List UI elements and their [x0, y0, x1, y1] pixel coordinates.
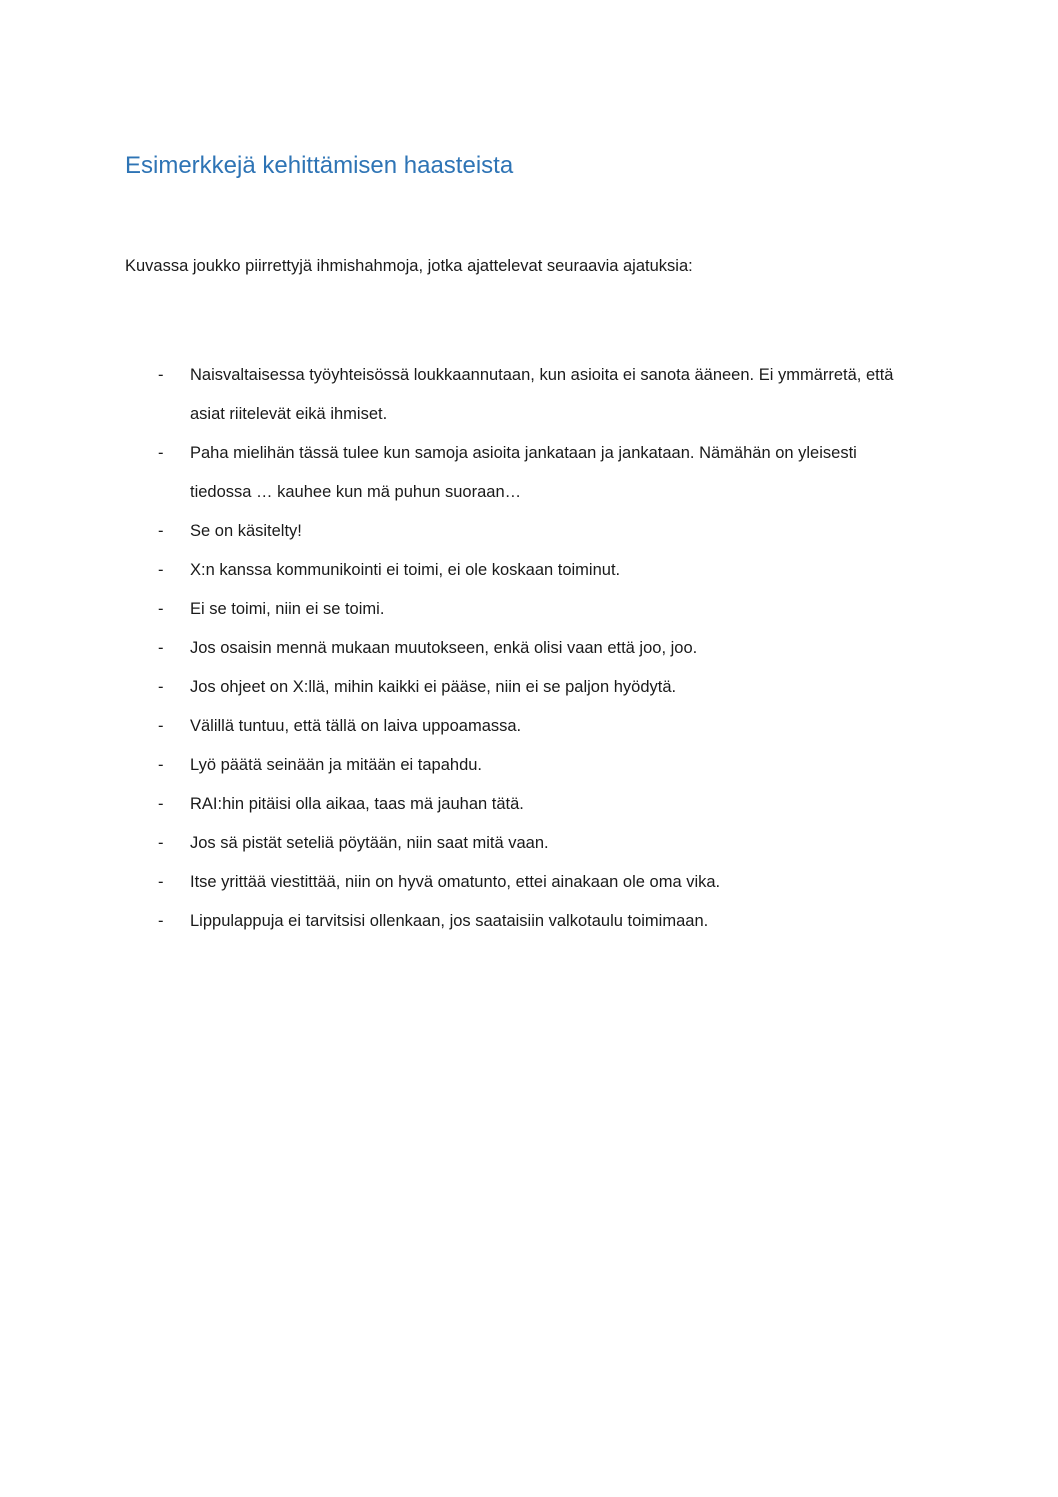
intro-paragraph: Kuvassa joukko piirrettyjä ihmishahmoja, jotka ajattelevat seuraavia ajatuksia: — [125, 257, 693, 275]
bullet-dash: - — [158, 600, 164, 618]
quote-text: Lippulappuja ei tarvitsisi ollenkaan, jos saataisiin valkotaulu toimimaan. — [190, 912, 709, 930]
list-item — [158, 551, 918, 590]
bullet-dash: - — [158, 678, 164, 696]
list-item — [158, 902, 918, 941]
quote-text: X:n kanssa kommunikointi ei toimi, ei ole koskaan toiminut. — [190, 561, 621, 579]
quote-text: Jos sä pistät seteliä pöytään, niin saat mitä vaan. — [190, 834, 549, 852]
quote-text: Itse yrittää viestittää, niin on hyvä omatunto, ettei ainakaan ole oma vika. — [190, 873, 721, 891]
list-item — [158, 746, 918, 785]
quote-text: Se on käsitelty! — [190, 522, 302, 540]
quote-text: Lyö päätä seinään ja mitään ei tapahdu. — [190, 756, 483, 774]
page-title: Esimerkkejä kehittämisen haasteista — [125, 152, 514, 179]
quote-text: Välillä tuntuu, että tällä on laiva uppoamassa. — [190, 717, 522, 735]
bullet-dash: - — [158, 639, 164, 657]
bullet-dash: - — [158, 522, 164, 540]
quote-text: RAI:hin pitäisi olla aikaa, taas mä jauhan tätä. — [190, 795, 524, 813]
list-item — [158, 512, 918, 551]
quote-text: Naisvaltaisessa työyhteisössä loukkaannutaan, kun asioita ei sanota ääneen. Ei ymmärretä, että asiat riitelevät eikä ihmiset. — [190, 366, 894, 423]
quote-text: Jos ohjeet on X:llä, mihin kaikki ei pääse, niin ei se paljon hyödytä. — [190, 678, 677, 696]
bullet-dash: - — [158, 873, 164, 891]
list-item — [158, 590, 918, 629]
bullet-dash: - — [158, 912, 164, 930]
bullet-dash: - — [158, 795, 164, 813]
list-item — [158, 356, 918, 434]
bullet-dash: - — [158, 366, 164, 384]
bullet-dash: - — [158, 834, 164, 852]
bullet-dash: - — [158, 444, 164, 462]
list-item — [158, 863, 918, 902]
list-item — [158, 668, 918, 707]
list-item — [158, 629, 918, 668]
list-item — [158, 824, 918, 863]
list-item — [158, 785, 918, 824]
list-item — [158, 434, 918, 512]
quote-list — [158, 356, 918, 941]
bullet-dash: - — [158, 561, 164, 579]
quote-text: Jos osaisin mennä mukaan muutokseen, enkä olisi vaan että joo, joo. — [190, 639, 698, 657]
bullet-dash: - — [158, 717, 164, 735]
bullet-dash: - — [158, 756, 164, 774]
quote-text: Ei se toimi, niin ei se toimi. — [190, 600, 385, 618]
quote-text: Paha mielihän tässä tulee kun samoja asioita jankataan ja jankataan. Nämähän on yleisesti tiedossa … kauhee kun mä puhun suoraan… — [190, 444, 857, 501]
list-item — [158, 707, 918, 746]
